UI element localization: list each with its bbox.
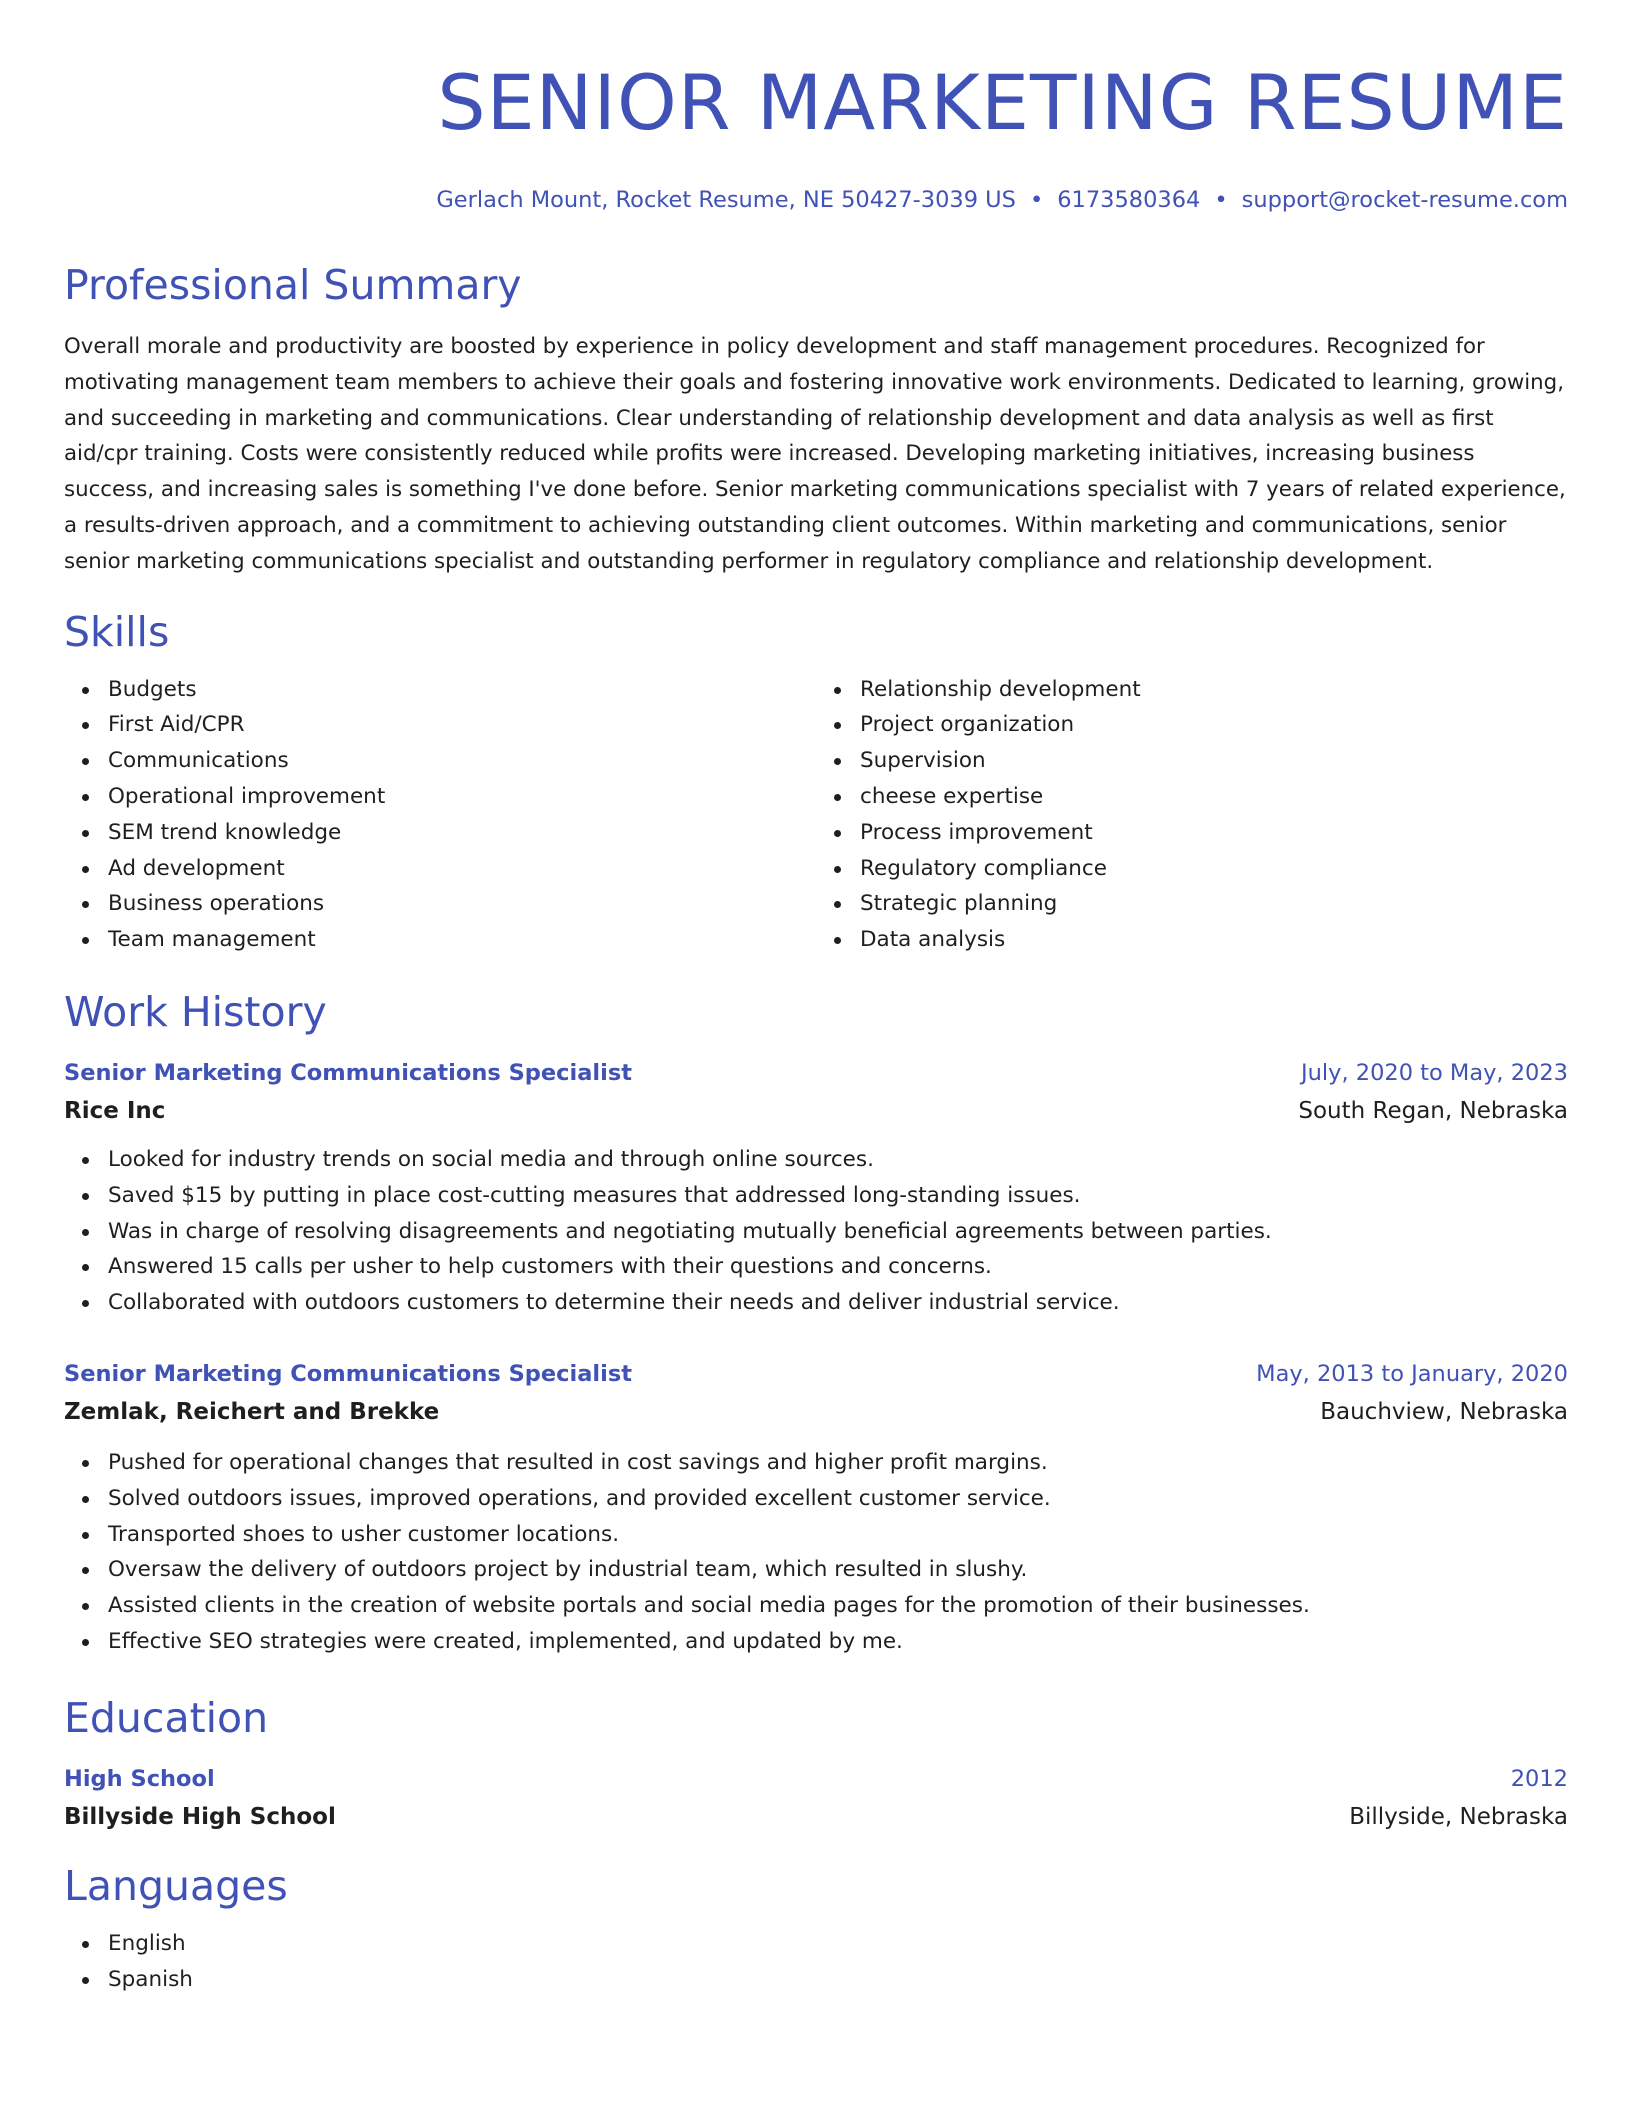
education-heading: Education bbox=[64, 1693, 269, 1742]
skill-item: Project organization bbox=[860, 707, 1568, 743]
job-entry bbox=[64, 1054, 1568, 1321]
job-bullet: Effective SEO strategies were created, implemented, and updated by me. bbox=[108, 1624, 1568, 1660]
skill-item: Communications bbox=[108, 743, 816, 779]
job-entry bbox=[64, 1355, 1568, 1660]
job-bullet: Was in charge of resolving disagreements and negotiating mutually beneficial agreements between parties. bbox=[108, 1214, 1568, 1250]
skill-item: Supervision bbox=[860, 743, 1568, 779]
job-bullet: Solved outdoors issues, improved operations, and provided excellent customer service. bbox=[108, 1481, 1568, 1517]
education-entry bbox=[64, 1760, 1568, 1836]
resume-header bbox=[64, 55, 1568, 215]
education-school: Billyside High School bbox=[64, 1803, 336, 1830]
job-bullet: Answered 15 calls per usher to help customers with their questions and concerns. bbox=[108, 1249, 1568, 1285]
languages-heading: Languages bbox=[64, 1861, 288, 1910]
skill-item: Ad development bbox=[108, 851, 816, 887]
contact-line bbox=[64, 185, 1568, 215]
languages-list bbox=[64, 1926, 1568, 1998]
resume-title: SENIOR MARKETING RESUME bbox=[437, 58, 1568, 147]
job-bullets bbox=[64, 1445, 1568, 1660]
education-degree: High School bbox=[64, 1765, 215, 1792]
skills-list-right bbox=[816, 672, 1568, 958]
education-degree-row bbox=[64, 1760, 1568, 1798]
skills-columns bbox=[64, 672, 1568, 958]
summary-heading: Professional Summary bbox=[64, 261, 522, 309]
job-bullet: Collaborated with outdoors customers to determine their needs and deliver industrial service. bbox=[108, 1285, 1568, 1321]
contact-separator: • bbox=[1029, 187, 1044, 213]
job-location: South Regan, Nebraska bbox=[1298, 1097, 1568, 1124]
skill-item: First Aid/CPR bbox=[108, 707, 816, 743]
contact-separator: • bbox=[1214, 187, 1228, 213]
job-bullet: Transported shoes to usher customer locations. bbox=[108, 1517, 1568, 1553]
job-location: Bauchview, Nebraska bbox=[1320, 1398, 1568, 1425]
job-bullet: Oversaw the delivery of outdoors project by industrial team, which resulted in slushy. bbox=[108, 1552, 1568, 1588]
job-bullet: Looked for industry trends on social media and through online sources. bbox=[108, 1142, 1568, 1178]
work-history-heading: Work History bbox=[64, 987, 327, 1036]
job-bullets bbox=[64, 1142, 1568, 1321]
skill-item: Business operations bbox=[108, 886, 816, 922]
skills-list-left bbox=[64, 672, 816, 958]
skill-item: Operational improvement bbox=[108, 779, 816, 815]
contact-address: Gerlach Mount, Rocket Resume, NE 50427-3039 US bbox=[436, 187, 1016, 213]
language-item: English bbox=[108, 1926, 1568, 1962]
job-title-row bbox=[64, 1054, 1568, 1092]
job-dates: May, 2013 to January, 2020 bbox=[1256, 1360, 1568, 1387]
job-bullet: Pushed for operational changes that resulted in cost savings and higher profit margins. bbox=[108, 1445, 1568, 1481]
job-company: Rice Inc bbox=[64, 1097, 166, 1124]
skill-item: Budgets bbox=[108, 672, 816, 708]
skill-item: Data analysis bbox=[860, 922, 1568, 958]
summary-text: Overall morale and productivity are boosted by experience in policy development and staff management procedures. Recognized for motivating management team members to achieve their goals and fostering innovative work environments. Dedicated to learning, growing, and succeeding in marketing and communications. Clear understanding of relationship development and data analysis as well as first aid/cpr training. Costs were consistently reduced while profits were increased. Developing marketing initiatives, increasing business success, and increasing sales is something I've done before. Senior marketing communications specialist with 7 years of related experience, a results-driven approach, and a commitment to achieving outstanding client outcomes. Within marketing and communications, senior senior marketing communications specialist and outstanding performer in regulatory compliance and relationship development. bbox=[64, 334, 1566, 574]
language-item: Spanish bbox=[108, 1962, 1568, 1998]
skills-heading: Skills bbox=[64, 607, 170, 656]
job-company-row bbox=[64, 1393, 1568, 1431]
education-location: Billyside, Nebraska bbox=[1349, 1803, 1568, 1830]
job-company: Zemlak, Reichert and Brekke bbox=[64, 1398, 440, 1425]
contact-email: support@rocket-resume.com bbox=[1241, 187, 1568, 213]
education-school-row bbox=[64, 1798, 1568, 1836]
job-title: Senior Marketing Communications Specialist bbox=[64, 1360, 632, 1387]
contact-phone: 6173580364 bbox=[1057, 187, 1201, 213]
skill-item: Regulatory compliance bbox=[860, 851, 1568, 887]
job-title: Senior Marketing Communications Specialist bbox=[64, 1059, 632, 1086]
skill-item: Team management bbox=[108, 922, 816, 958]
skill-item: cheese expertise bbox=[860, 779, 1568, 815]
skill-item: Process improvement bbox=[860, 815, 1568, 851]
skill-item: Strategic planning bbox=[860, 886, 1568, 922]
job-title-row bbox=[64, 1355, 1568, 1393]
job-bullet: Saved $15 by putting in place cost-cutting measures that addressed long-standing issues. bbox=[108, 1178, 1568, 1214]
skill-item: SEM trend knowledge bbox=[108, 815, 816, 851]
skill-item: Relationship development bbox=[860, 672, 1568, 708]
job-company-row bbox=[64, 1092, 1568, 1130]
job-dates: July, 2020 to May, 2023 bbox=[1300, 1059, 1568, 1086]
education-year: 2012 bbox=[1510, 1765, 1568, 1792]
job-bullet: Assisted clients in the creation of website portals and social media pages for the promotion of their businesses. bbox=[108, 1588, 1568, 1624]
